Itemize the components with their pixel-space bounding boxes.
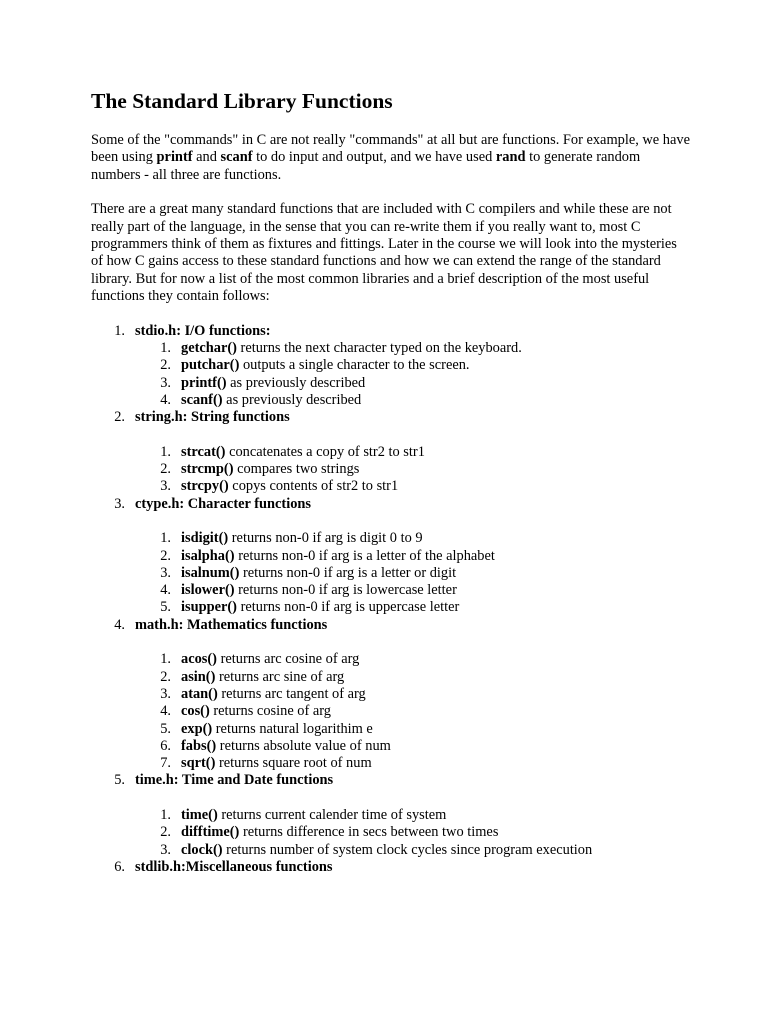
- function-description: returns arc tangent of arg: [217, 685, 366, 702]
- function-item: [137, 686, 691, 703]
- function-item: [137, 738, 691, 755]
- function-description: copys contents of str2 to str1: [228, 478, 399, 495]
- function-item: [137, 444, 691, 461]
- list-number: 6.: [160, 737, 171, 754]
- list-number: 3.: [160, 685, 171, 702]
- function-description: concatenates a copy of str2 to str1: [225, 443, 425, 460]
- list-number: 5.: [114, 772, 125, 789]
- list-number: 2.: [160, 668, 171, 685]
- function-description: returns non-0 if arg is digit 0 to 9: [228, 530, 423, 547]
- list-number: 1.: [160, 339, 171, 356]
- function-description: returns absolute value of num: [216, 737, 391, 754]
- library-item-ctype: [91, 496, 691, 617]
- list-number: 1.: [160, 443, 171, 460]
- list-number: 3.: [160, 478, 171, 495]
- list-number: 5.: [160, 720, 171, 737]
- function-item: [137, 599, 691, 616]
- function-name: isupper(): [181, 599, 237, 616]
- function-item: [137, 357, 691, 374]
- list-number: 1.: [160, 651, 171, 668]
- function-description: returns the next character typed on the keyboard.: [236, 339, 522, 356]
- function-name: exp(): [181, 720, 213, 737]
- list-number: 2.: [160, 461, 171, 478]
- function-description: returns arc sine of arg: [215, 668, 345, 685]
- function-list: [137, 444, 691, 496]
- function-item: [137, 461, 691, 478]
- intro-bold-rand: rand: [495, 149, 526, 166]
- intro-bold-printf: printf: [156, 149, 193, 166]
- function-name: clock(): [181, 841, 223, 858]
- function-item: [137, 842, 691, 859]
- function-name: strcpy(): [181, 478, 229, 495]
- library-item-math: [91, 617, 691, 773]
- function-item: [137, 807, 691, 824]
- list-number: 3.: [160, 841, 171, 858]
- list-number: 4.: [114, 616, 125, 633]
- intro-text-1: Some of the "commands" in C are not really "commands" at all but are functions. For example, we have been using: [91, 132, 690, 166]
- library-item-stdlib: [91, 859, 691, 876]
- function-item: [137, 530, 691, 547]
- list-number: 1.: [160, 806, 171, 823]
- function-description: returns arc cosine of arg: [216, 651, 360, 668]
- page-title: The Standard Library Functions: [91, 89, 393, 113]
- list-number: 2.: [160, 357, 171, 374]
- function-item: [137, 340, 691, 357]
- list-number: 4.: [160, 582, 171, 599]
- function-name: strcat(): [181, 443, 226, 460]
- list-number: 2.: [114, 409, 125, 426]
- list-number: 7.: [160, 755, 171, 772]
- list-number: 3.: [114, 495, 125, 512]
- list-number: 2.: [160, 547, 171, 564]
- library-heading: time.h: Time and Date functions: [135, 772, 334, 789]
- intro-text-3: to do input and output, and we have used: [252, 149, 496, 166]
- function-name: asin(): [181, 668, 216, 685]
- function-item: [137, 721, 691, 738]
- function-name: atan(): [181, 685, 218, 702]
- intro-bold-scanf: scanf: [220, 149, 253, 166]
- function-description: as previously described: [226, 374, 366, 391]
- list-number: 3.: [160, 564, 171, 581]
- function-name: isalnum(): [181, 564, 240, 581]
- function-item: [137, 375, 691, 392]
- library-item-time: [91, 772, 691, 858]
- document-page: [91, 88, 691, 876]
- function-description: returns non-0 if arg is a letter of the alphabet: [234, 547, 495, 564]
- function-description: returns non-0 if arg is uppercase letter: [236, 599, 460, 616]
- function-item: [137, 478, 691, 495]
- function-name: acos(): [181, 651, 217, 668]
- list-number: 4.: [160, 391, 171, 408]
- function-description: returns square root of num: [215, 755, 372, 772]
- function-item: [137, 582, 691, 599]
- library-heading: stdio.h: I/O functions:: [135, 322, 271, 339]
- list-number: 1.: [114, 322, 125, 339]
- function-item: [137, 703, 691, 720]
- function-name: isdigit(): [181, 530, 229, 547]
- libraries-paragraph: There are a great many standard functions that are included with C compilers and while these are not really part of the language, in the sense that you can re-write them if you really want to, most C programmers think of them as fixtures and fittings. Later in the course we will look into the mysteries of how C gains access to these standard functions and how we can extend the range of the standard library. But for now a list of the most common libraries and a brief description of the most useful functions they contain follows:: [91, 201, 677, 304]
- function-name: isalpha(): [181, 547, 235, 564]
- function-description: compares two strings: [233, 461, 360, 478]
- library-item-stdio: [91, 323, 691, 409]
- function-item: [137, 565, 691, 582]
- function-name: sqrt(): [181, 755, 216, 772]
- library-list: [91, 323, 691, 877]
- function-name: islower(): [181, 582, 235, 599]
- intro-text-2: and: [192, 149, 221, 166]
- intro-text-4: to generate random numbers - all three are functions.: [91, 149, 641, 183]
- function-item: [137, 548, 691, 565]
- function-description: returns non-0 if arg is lowercase letter: [234, 582, 457, 599]
- function-description: returns current calender time of system: [217, 806, 447, 823]
- list-number: 2.: [160, 824, 171, 841]
- library-heading: math.h: Mathematics functions: [135, 616, 328, 633]
- function-item: [137, 755, 691, 772]
- function-description: as previously described: [222, 391, 362, 408]
- function-item: [137, 392, 691, 409]
- function-name: getchar(): [181, 339, 237, 356]
- function-name: strcmp(): [181, 461, 234, 478]
- intro-paragraph: [91, 132, 691, 184]
- list-number: 1.: [160, 530, 171, 547]
- library-item-string: [91, 409, 691, 495]
- list-number: 4.: [160, 703, 171, 720]
- library-heading: string.h: String functions: [135, 409, 290, 426]
- library-heading: stdlib.h:Miscellaneous functions: [135, 858, 333, 875]
- function-description: outputs a single character to the screen.: [239, 357, 470, 374]
- function-description: returns natural logarithim e: [212, 720, 373, 737]
- function-list: [137, 530, 691, 616]
- function-list: [137, 807, 691, 859]
- list-number: 5.: [160, 599, 171, 616]
- function-item: [137, 824, 691, 841]
- function-name: scanf(): [181, 391, 223, 408]
- function-description: returns cosine of arg: [209, 703, 331, 720]
- function-list: [137, 340, 691, 409]
- list-number: 3.: [160, 374, 171, 391]
- function-name: time(): [181, 806, 218, 823]
- function-item: [137, 669, 691, 686]
- function-list: [137, 651, 691, 772]
- function-description: returns difference in secs between two times: [239, 824, 499, 841]
- function-name: cos(): [181, 703, 210, 720]
- function-name: printf(): [181, 374, 227, 391]
- library-heading: ctype.h: Character functions: [135, 495, 311, 512]
- function-name: putchar(): [181, 357, 240, 374]
- function-item: [137, 651, 691, 668]
- function-description: returns non-0 if arg is a letter or digit: [239, 564, 457, 581]
- list-number: 6.: [114, 858, 125, 875]
- function-description: returns number of system clock cycles since program execution: [222, 841, 593, 858]
- function-name: fabs(): [181, 737, 217, 754]
- function-name: difftime(): [181, 824, 240, 841]
